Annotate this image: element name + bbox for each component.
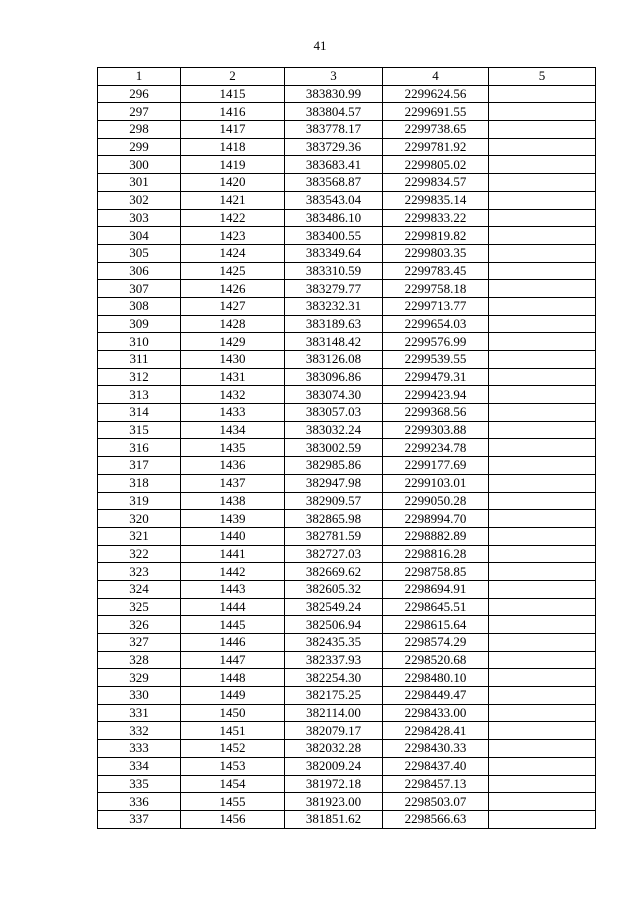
table-cell: 383778.17 xyxy=(285,121,383,139)
table-row xyxy=(98,775,596,793)
table-cell: 383126.08 xyxy=(285,351,383,369)
table-cell: 320 xyxy=(98,510,181,528)
table-cell: 381851.62 xyxy=(285,810,383,828)
table-cell: 329 xyxy=(98,669,181,687)
table-cell: 383189.63 xyxy=(285,315,383,333)
table-cell: 2299835.14 xyxy=(383,191,489,209)
table-row xyxy=(98,138,596,156)
table-cell: 2299234.78 xyxy=(383,439,489,457)
table-cell xyxy=(489,209,596,227)
table-cell xyxy=(489,103,596,121)
table-cell: 306 xyxy=(98,262,181,280)
table-cell: 2298520.68 xyxy=(383,651,489,669)
table-cell xyxy=(489,722,596,740)
table-cell xyxy=(489,669,596,687)
table-cell: 1443 xyxy=(181,580,285,598)
table-cell: 2298882.89 xyxy=(383,527,489,545)
table-cell: 1447 xyxy=(181,651,285,669)
table-row xyxy=(98,280,596,298)
table-cell: 383074.30 xyxy=(285,386,383,404)
table-cell: 383830.99 xyxy=(285,85,383,103)
table-cell xyxy=(489,616,596,634)
table-cell: 299 xyxy=(98,138,181,156)
table-cell: 2298503.07 xyxy=(383,793,489,811)
table-cell: 2299805.02 xyxy=(383,156,489,174)
table-cell: 382727.03 xyxy=(285,545,383,563)
table-cell: 1426 xyxy=(181,280,285,298)
table-cell: 1435 xyxy=(181,439,285,457)
table-cell: 1444 xyxy=(181,598,285,616)
table-cell: 383400.55 xyxy=(285,227,383,245)
table-cell xyxy=(489,563,596,581)
table-cell xyxy=(489,85,596,103)
column-header: 4 xyxy=(383,68,489,86)
table-cell: 383232.31 xyxy=(285,297,383,315)
table-cell: 2299303.88 xyxy=(383,421,489,439)
table-row xyxy=(98,368,596,386)
table-row xyxy=(98,740,596,758)
table-cell: 2299539.55 xyxy=(383,351,489,369)
table-cell: 1449 xyxy=(181,687,285,705)
table-cell: 383096.86 xyxy=(285,368,383,386)
table-cell: 296 xyxy=(98,85,181,103)
table-row xyxy=(98,704,596,722)
table-row xyxy=(98,580,596,598)
table-cell: 2298994.70 xyxy=(383,510,489,528)
table-row xyxy=(98,598,596,616)
table-cell: 305 xyxy=(98,244,181,262)
table-cell: 383568.87 xyxy=(285,174,383,192)
table-cell: 314 xyxy=(98,404,181,422)
table-cell: 303 xyxy=(98,209,181,227)
table-cell: 382254.30 xyxy=(285,669,383,687)
table-row xyxy=(98,722,596,740)
table-cell: 1448 xyxy=(181,669,285,687)
table-cell: 332 xyxy=(98,722,181,740)
table-cell: 1433 xyxy=(181,404,285,422)
table-cell: 301 xyxy=(98,174,181,192)
table-cell: 317 xyxy=(98,457,181,475)
table-cell: 1439 xyxy=(181,510,285,528)
table-body xyxy=(98,85,596,828)
table-cell: 1429 xyxy=(181,333,285,351)
table-cell: 383543.04 xyxy=(285,191,383,209)
table-row xyxy=(98,227,596,245)
table-cell: 1418 xyxy=(181,138,285,156)
table-cell xyxy=(489,351,596,369)
table-cell: 335 xyxy=(98,775,181,793)
table-cell: 1453 xyxy=(181,757,285,775)
table-cell: 321 xyxy=(98,527,181,545)
table-cell: 383349.64 xyxy=(285,244,383,262)
table-cell: 2299368.56 xyxy=(383,404,489,422)
table-cell: 302 xyxy=(98,191,181,209)
table-row xyxy=(98,121,596,139)
table-cell: 1438 xyxy=(181,492,285,510)
table-cell: 1422 xyxy=(181,209,285,227)
page-number: 41 xyxy=(313,38,327,53)
table-cell: 1451 xyxy=(181,722,285,740)
table-row xyxy=(98,297,596,315)
table-row xyxy=(98,510,596,528)
table-cell: 382947.98 xyxy=(285,474,383,492)
table-cell xyxy=(489,262,596,280)
table-row xyxy=(98,386,596,404)
table-cell: 1428 xyxy=(181,315,285,333)
table-cell: 382009.24 xyxy=(285,757,383,775)
table-cell: 319 xyxy=(98,492,181,510)
table-cell: 1419 xyxy=(181,156,285,174)
table-cell xyxy=(489,121,596,139)
table-cell xyxy=(489,510,596,528)
table-cell: 2298694.91 xyxy=(383,580,489,598)
table-cell: 1440 xyxy=(181,527,285,545)
table-cell: 1455 xyxy=(181,793,285,811)
table-cell: 382781.59 xyxy=(285,527,383,545)
table-cell: 334 xyxy=(98,757,181,775)
table-row xyxy=(98,333,596,351)
table-cell: 1452 xyxy=(181,740,285,758)
table-cell: 312 xyxy=(98,368,181,386)
table-cell: 328 xyxy=(98,651,181,669)
table-cell: 381972.18 xyxy=(285,775,383,793)
table-cell: 382079.17 xyxy=(285,722,383,740)
table-cell: 383279.77 xyxy=(285,280,383,298)
table-cell xyxy=(489,280,596,298)
table-cell: 383002.59 xyxy=(285,439,383,457)
table-cell: 2299423.94 xyxy=(383,386,489,404)
table-cell: 1423 xyxy=(181,227,285,245)
table-cell: 1454 xyxy=(181,775,285,793)
table-cell xyxy=(489,757,596,775)
table-cell: 2298758.85 xyxy=(383,563,489,581)
table-cell xyxy=(489,740,596,758)
table-cell: 383486.10 xyxy=(285,209,383,227)
table-cell: 2299783.45 xyxy=(383,262,489,280)
table-row xyxy=(98,439,596,457)
table-cell: 1417 xyxy=(181,121,285,139)
column-header: 3 xyxy=(285,68,383,86)
table-row xyxy=(98,421,596,439)
table-cell: 1434 xyxy=(181,421,285,439)
table-cell: 2298574.29 xyxy=(383,634,489,652)
table-cell: 1430 xyxy=(181,351,285,369)
table-cell: 2298480.10 xyxy=(383,669,489,687)
table-cell: 382032.28 xyxy=(285,740,383,758)
table-row xyxy=(98,457,596,475)
table-row xyxy=(98,156,596,174)
table-cell xyxy=(489,810,596,828)
table-cell: 383057.03 xyxy=(285,404,383,422)
table-cell xyxy=(489,439,596,457)
table-cell: 2298428.41 xyxy=(383,722,489,740)
table-cell: 315 xyxy=(98,421,181,439)
table-cell: 313 xyxy=(98,386,181,404)
table-cell: 382506.94 xyxy=(285,616,383,634)
table-cell xyxy=(489,227,596,245)
table-cell: 1446 xyxy=(181,634,285,652)
table-cell: 327 xyxy=(98,634,181,652)
table-cell: 333 xyxy=(98,740,181,758)
table-cell: 1424 xyxy=(181,244,285,262)
table-cell: 2299624.56 xyxy=(383,85,489,103)
table-row xyxy=(98,634,596,652)
table-cell: 2298437.40 xyxy=(383,757,489,775)
table-row xyxy=(98,351,596,369)
table-row xyxy=(98,616,596,634)
column-header: 2 xyxy=(181,68,285,86)
table-cell: 2298457.13 xyxy=(383,775,489,793)
table-cell: 298 xyxy=(98,121,181,139)
table-row xyxy=(98,563,596,581)
table-cell: 300 xyxy=(98,156,181,174)
table-cell: 316 xyxy=(98,439,181,457)
table-cell: 382114.00 xyxy=(285,704,383,722)
table-cell: 1432 xyxy=(181,386,285,404)
table-cell xyxy=(489,545,596,563)
table-row xyxy=(98,103,596,121)
table-cell: 382549.24 xyxy=(285,598,383,616)
table-cell: 1416 xyxy=(181,103,285,121)
table-cell xyxy=(489,368,596,386)
table-cell: 2299177.69 xyxy=(383,457,489,475)
table-cell xyxy=(489,704,596,722)
table-cell: 382435.35 xyxy=(285,634,383,652)
table-cell: 2299758.18 xyxy=(383,280,489,298)
table-cell xyxy=(489,174,596,192)
table-cell xyxy=(489,687,596,705)
table-cell: 382909.57 xyxy=(285,492,383,510)
table-row xyxy=(98,191,596,209)
table-cell: 1441 xyxy=(181,545,285,563)
table-cell: 2299479.31 xyxy=(383,368,489,386)
table-cell xyxy=(489,651,596,669)
table-cell: 382605.32 xyxy=(285,580,383,598)
column-header: 1 xyxy=(98,68,181,86)
table-cell xyxy=(489,457,596,475)
table-cell xyxy=(489,244,596,262)
table-row xyxy=(98,474,596,492)
table-row xyxy=(98,404,596,422)
table-row xyxy=(98,651,596,669)
table-row xyxy=(98,687,596,705)
table-cell: 1427 xyxy=(181,297,285,315)
table-row xyxy=(98,793,596,811)
table-row xyxy=(98,810,596,828)
table-cell xyxy=(489,386,596,404)
table-cell: 2299833.22 xyxy=(383,209,489,227)
table-cell xyxy=(489,598,596,616)
table-cell: 2298430.33 xyxy=(383,740,489,758)
table-cell: 1437 xyxy=(181,474,285,492)
table-cell: 1415 xyxy=(181,85,285,103)
table-cell: 1420 xyxy=(181,174,285,192)
table-cell: 382337.93 xyxy=(285,651,383,669)
coordinates-table xyxy=(97,67,596,829)
table-cell xyxy=(489,297,596,315)
table-row xyxy=(98,492,596,510)
table-cell: 382175.25 xyxy=(285,687,383,705)
table-cell: 2299050.28 xyxy=(383,492,489,510)
table-cell: 325 xyxy=(98,598,181,616)
table-cell: 383683.41 xyxy=(285,156,383,174)
table-cell: 304 xyxy=(98,227,181,245)
table-cell: 2298566.63 xyxy=(383,810,489,828)
table-cell: 2299781.92 xyxy=(383,138,489,156)
table-cell: 309 xyxy=(98,315,181,333)
table-cell: 382985.86 xyxy=(285,457,383,475)
table-cell xyxy=(489,474,596,492)
table-cell: 2298449.47 xyxy=(383,687,489,705)
table-cell: 381923.00 xyxy=(285,793,383,811)
table-cell: 318 xyxy=(98,474,181,492)
table-cell: 2299819.82 xyxy=(383,227,489,245)
table-cell: 2298816.28 xyxy=(383,545,489,563)
table-row xyxy=(98,315,596,333)
table-cell: 1431 xyxy=(181,368,285,386)
table-cell xyxy=(489,492,596,510)
table-cell: 383729.36 xyxy=(285,138,383,156)
table-cell: 308 xyxy=(98,297,181,315)
table-cell xyxy=(489,634,596,652)
table-cell: 311 xyxy=(98,351,181,369)
table-row xyxy=(98,209,596,227)
table-cell: 2298433.00 xyxy=(383,704,489,722)
table-cell xyxy=(489,580,596,598)
table-cell: 2298615.64 xyxy=(383,616,489,634)
table-header-row xyxy=(98,68,596,86)
table-cell: 1436 xyxy=(181,457,285,475)
table-cell: 324 xyxy=(98,580,181,598)
table-cell: 2299691.55 xyxy=(383,103,489,121)
table-row xyxy=(98,244,596,262)
table-cell xyxy=(489,191,596,209)
table-cell: 2299654.03 xyxy=(383,315,489,333)
table-cell: 1445 xyxy=(181,616,285,634)
table-cell: 330 xyxy=(98,687,181,705)
table-row xyxy=(98,174,596,192)
table-row xyxy=(98,545,596,563)
table-cell: 322 xyxy=(98,545,181,563)
table-cell: 1442 xyxy=(181,563,285,581)
table-cell: 331 xyxy=(98,704,181,722)
table-cell: 383148.42 xyxy=(285,333,383,351)
table-cell: 2299803.35 xyxy=(383,244,489,262)
table-cell xyxy=(489,333,596,351)
table-row xyxy=(98,669,596,687)
column-header: 5 xyxy=(489,68,596,86)
table-cell: 310 xyxy=(98,333,181,351)
table-cell: 336 xyxy=(98,793,181,811)
table-cell: 297 xyxy=(98,103,181,121)
table-cell xyxy=(489,793,596,811)
table-cell: 2299103.01 xyxy=(383,474,489,492)
table-cell: 1450 xyxy=(181,704,285,722)
table-cell: 382669.62 xyxy=(285,563,383,581)
table-cell: 1421 xyxy=(181,191,285,209)
table-cell: 383310.59 xyxy=(285,262,383,280)
table-cell xyxy=(489,156,596,174)
table-cell xyxy=(489,421,596,439)
table-cell: 337 xyxy=(98,810,181,828)
table-cell: 2298645.51 xyxy=(383,598,489,616)
table-cell xyxy=(489,315,596,333)
table-cell: 2299713.77 xyxy=(383,297,489,315)
table-cell: 323 xyxy=(98,563,181,581)
table-cell xyxy=(489,138,596,156)
table-cell xyxy=(489,404,596,422)
table-cell: 326 xyxy=(98,616,181,634)
table-row xyxy=(98,527,596,545)
table-row xyxy=(98,757,596,775)
table-cell: 1456 xyxy=(181,810,285,828)
table-cell: 2299576.99 xyxy=(383,333,489,351)
table-cell: 1425 xyxy=(181,262,285,280)
table-cell xyxy=(489,775,596,793)
table-row xyxy=(98,262,596,280)
table-cell xyxy=(489,527,596,545)
table-cell: 2299834.57 xyxy=(383,174,489,192)
table-cell: 2299738.65 xyxy=(383,121,489,139)
table-row xyxy=(98,85,596,103)
table-cell: 307 xyxy=(98,280,181,298)
table-cell: 383032.24 xyxy=(285,421,383,439)
table-cell: 383804.57 xyxy=(285,103,383,121)
table-cell: 382865.98 xyxy=(285,510,383,528)
